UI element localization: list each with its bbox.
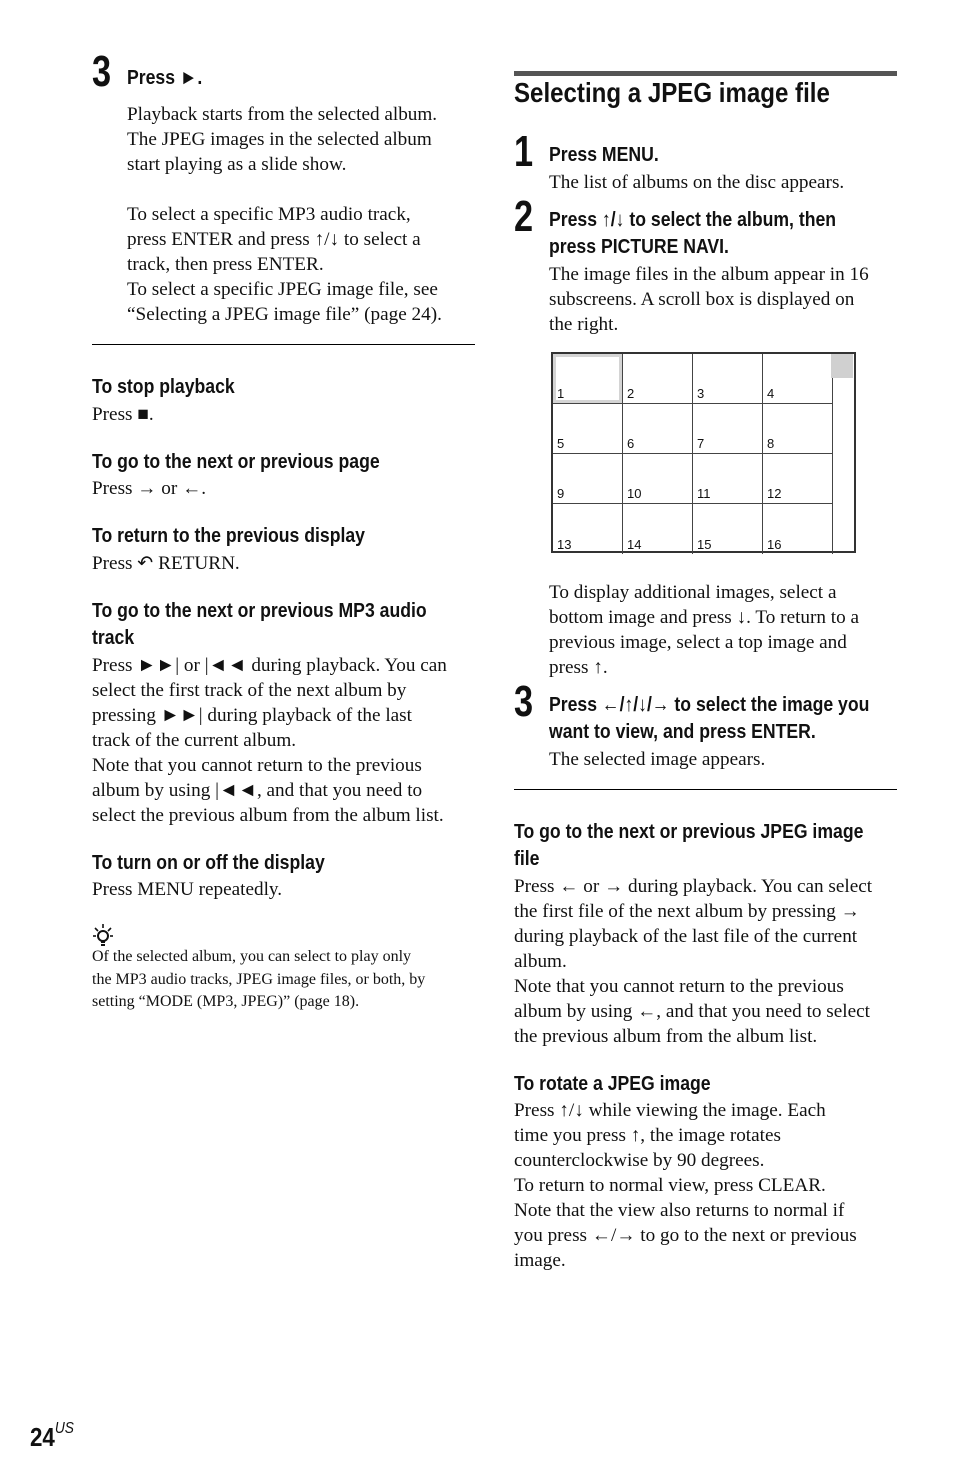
subscreen-number: 9 — [557, 486, 565, 501]
divider — [92, 344, 475, 345]
subscreen-number: 3 — [697, 386, 705, 401]
step-body: Playback starts from the selected album. The JPEG images in the selected album start playing as a slide show. — [127, 104, 438, 175]
section-heading: To go to the next or previous page — [92, 450, 380, 473]
step-number: 3 — [92, 47, 112, 96]
step-heading: Press MENU. — [549, 143, 659, 166]
step-body: The list of albums on the disc appears. — [549, 172, 845, 193]
subscreen-number: 4 — [767, 386, 775, 401]
step-heading: Press ↑/↓ to select the album, then press PICTURE NAVI. — [549, 208, 837, 258]
section-heading: To return to the previous display — [92, 524, 365, 547]
subscreen-number: 2 — [627, 386, 635, 401]
section-body: Press ↶ RETURN. — [92, 553, 240, 574]
subscreen-number: 11 — [697, 486, 711, 501]
subscreen-cell[interactable] — [623, 354, 693, 404]
step-number: 1 — [514, 127, 534, 176]
subscreen-number: 1 — [557, 386, 565, 401]
section-heading: To go to the next or previous JPEG image file — [514, 820, 864, 870]
section-body: Press MENU repeatedly. — [92, 879, 283, 900]
scroll-thumb[interactable] — [831, 354, 853, 378]
subscreen-number: 10 — [627, 486, 642, 501]
step-body: The image files in the album appear in 16 subscreens. A scroll box is displayed on the right. — [549, 264, 869, 335]
section-title: Selecting a JPEG image file — [514, 77, 830, 108]
divider — [514, 789, 897, 790]
subscreen-cell[interactable] — [763, 504, 833, 554]
section-body: Press ← or → during playback. You can select the first file of the next album by pressing → during playback of the last file of the current album. Note that you cannot return to the previous album by using ←, and that you need to select the previous album from the album list. — [514, 876, 873, 1047]
subscreen-cell[interactable] — [553, 504, 623, 554]
section-heading: To rotate a JPEG image — [514, 1072, 711, 1095]
subscreen-cell[interactable] — [693, 404, 763, 454]
subscreen-number: 7 — [697, 436, 705, 451]
subscreen-cell[interactable] — [693, 504, 763, 554]
tip-text: Of the selected album, you can select to play only the MP3 audio tracks, JPEG image files, or both, by setting “MODE (MP3, JPEG)” (page 18). — [92, 948, 426, 1010]
step-number: 2 — [514, 192, 534, 241]
section-body: Press ↑/↓ while viewing the image. Each time you press ↑, the image rotates counterclockwise by 90 degrees. To return to normal view, press CLEAR. Note that the view also returns to normal if you press ←/→ to go to the next or previous image. — [514, 1100, 857, 1271]
section-body: Press → or ←. — [92, 478, 207, 499]
subscreen-cell[interactable] — [693, 354, 763, 404]
subscreen-number: 5 — [557, 436, 565, 451]
subscreen-number: 13 — [557, 537, 572, 552]
scroll-box[interactable] — [831, 354, 854, 551]
step-number: 3 — [514, 677, 534, 726]
subscreen-cell[interactable] — [623, 404, 693, 454]
subscreen-cell[interactable] — [763, 354, 833, 404]
subscreen-number: 15 — [697, 537, 712, 552]
subscreen-number: 6 — [627, 436, 635, 451]
subscreen-cell[interactable] — [763, 454, 833, 504]
step-body-note: To select a specific MP3 audio track, press ENTER and press ↑/↓ to select a track, then press ENTER. To select a specific JPEG image file, see “Selecting a JPEG image file” (page 24). — [127, 204, 442, 325]
subscreen-number: 16 — [767, 537, 782, 552]
subscreen-cell[interactable] — [553, 454, 623, 504]
subscreen-number: 8 — [767, 436, 775, 451]
subscreen-number: 14 — [627, 537, 642, 552]
subscreen-cell[interactable] — [763, 404, 833, 454]
step-heading: Press ►. — [127, 66, 203, 89]
subscreen-number: 12 — [767, 486, 782, 501]
step-heading: Press ←/↑/↓/→ to select the image you want to view, and press ENTER. — [549, 693, 870, 743]
section-body: Press ►►| or |◄◄ during playback. You can select the first track of the next album by pressing ►►| during playback of the last track of the current album. Note that you cannot return to the previous album by using |◄◄, and that you need to select the previous album from the album list. — [92, 655, 447, 826]
subscreen-cell[interactable] — [693, 454, 763, 504]
section-heading: To stop playback — [92, 375, 235, 398]
section-heading: To turn on or off the display — [92, 851, 325, 874]
page-number: $24^{US}$ — [30, 1420, 74, 1452]
subscreen-cell[interactable] — [553, 354, 623, 404]
subscreen-cell[interactable] — [623, 504, 693, 554]
lightbulb-icon — [92, 922, 114, 948]
subscreen-grid — [551, 352, 856, 553]
step-body-note: To display additional images, select a bottom image and press ↓. To return to a previous image, select a top image and press ↑. — [549, 582, 860, 678]
subscreen-cell[interactable] — [623, 454, 693, 504]
step-body: The selected image appears. — [549, 749, 766, 770]
section-body: Press ■. — [92, 404, 154, 425]
section-heading: To go to the next or previous MP3 audio track — [92, 599, 427, 649]
subscreen-cell[interactable] — [553, 404, 623, 454]
